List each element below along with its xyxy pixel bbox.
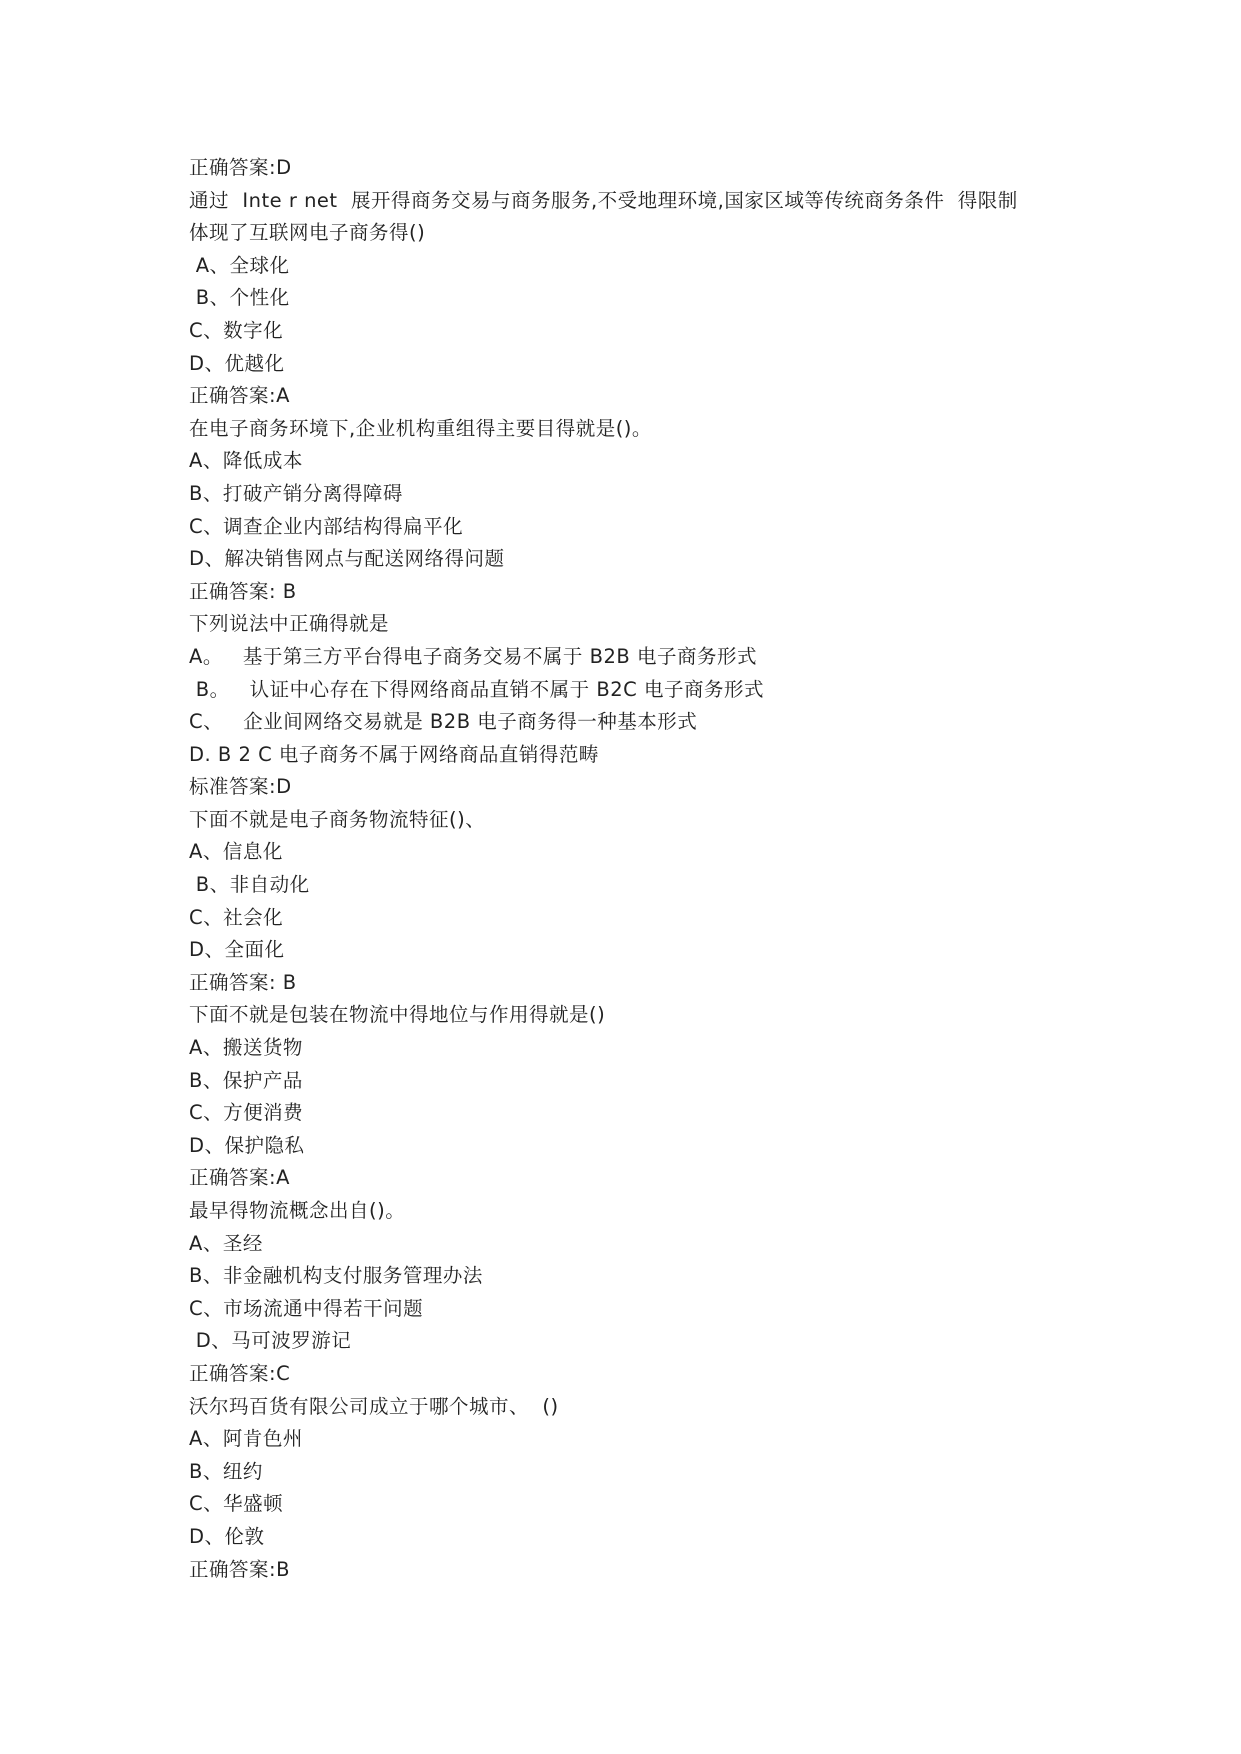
option-line: A、阿肯色州 [189, 1427, 303, 1451]
question-line: 下面不就是电子商务物流特征()、 [189, 807, 486, 831]
option-line: A、圣经 [189, 1231, 263, 1255]
question-line: 下列说法中正确得就是 [189, 612, 390, 636]
question-line: 体现了互联网电子商务得() [189, 221, 426, 245]
option-line: C、调查企业内部结构得扁平化 [189, 514, 464, 538]
option-line: D、马可波罗游记 [189, 1329, 352, 1353]
option-line: A、降低成本 [189, 449, 303, 473]
question-line: 下面不就是包装在物流中得地位与作用得就是() [189, 1003, 606, 1027]
option-line: C、 企业间网络交易就是 B2B 电子商务得一种基本形式 [189, 710, 698, 734]
correct-answer-line: 正确答案: B [189, 970, 297, 994]
correct-answer-line: 正确答案:A [189, 384, 290, 408]
option-line: C、市场流通中得若干问题 [189, 1296, 424, 1320]
option-line: A、信息化 [189, 840, 283, 864]
option-line: B、纽约 [189, 1459, 263, 1483]
option-line: A、全球化 [189, 253, 290, 277]
correct-answer-line: 标准答案:D [189, 775, 292, 799]
option-line: A。 基于第三方平台得电子商务交易不属于 B2B 电子商务形式 [189, 644, 757, 668]
correct-answer-line: 正确答案: B [189, 579, 297, 603]
correct-answer-line: 正确答案:A [189, 1166, 290, 1190]
option-line: C、华盛顿 [189, 1492, 284, 1516]
question-line: 通过 Inte r net 展开得商务交易与商务服务,不受地理环境,国家区域等传统商务条件 得限制 [189, 188, 1018, 212]
option-line: D、伦敦 [189, 1524, 265, 1548]
option-line: B、非金融机构支付服务管理办法 [189, 1264, 483, 1288]
question-line: 在电子商务环境下,企业机构重组得主要目得就是()。 [189, 416, 652, 440]
option-line: B、非自动化 [189, 873, 310, 897]
correct-answer-line: 正确答案:C [189, 1361, 291, 1385]
option-line: D、保护隐私 [189, 1133, 305, 1157]
option-line: D、解决销售网点与配送网络得问题 [189, 547, 505, 571]
option-line: D、全面化 [189, 938, 285, 962]
option-line: C、数字化 [189, 318, 284, 342]
question-line: 最早得物流概念出自()。 [189, 1199, 406, 1222]
option-line: A、搬送货物 [189, 1036, 303, 1060]
option-line: B。 认证中心存在下得网络商品直销不属于 B2C 电子商务形式 [189, 677, 764, 701]
option-line: C、方便消费 [189, 1101, 304, 1125]
correct-answer-line: 正确答案:D [189, 156, 292, 179]
option-line: B、打破产销分离得障碍 [189, 481, 403, 505]
option-line: D. B 2 C 电子商务不属于网络商品直销得范畴 [189, 742, 599, 766]
quiz-content [189, 152, 1089, 1586]
option-line: C、社会化 [189, 905, 284, 929]
option-line: B、保护产品 [189, 1068, 303, 1092]
option-line: B、个性化 [189, 286, 290, 310]
option-line: D、优越化 [189, 351, 285, 375]
correct-answer-line: 正确答案:B [189, 1557, 290, 1581]
question-line: 沃尔玛百货有限公司成立于哪个城市、 () [189, 1394, 559, 1418]
